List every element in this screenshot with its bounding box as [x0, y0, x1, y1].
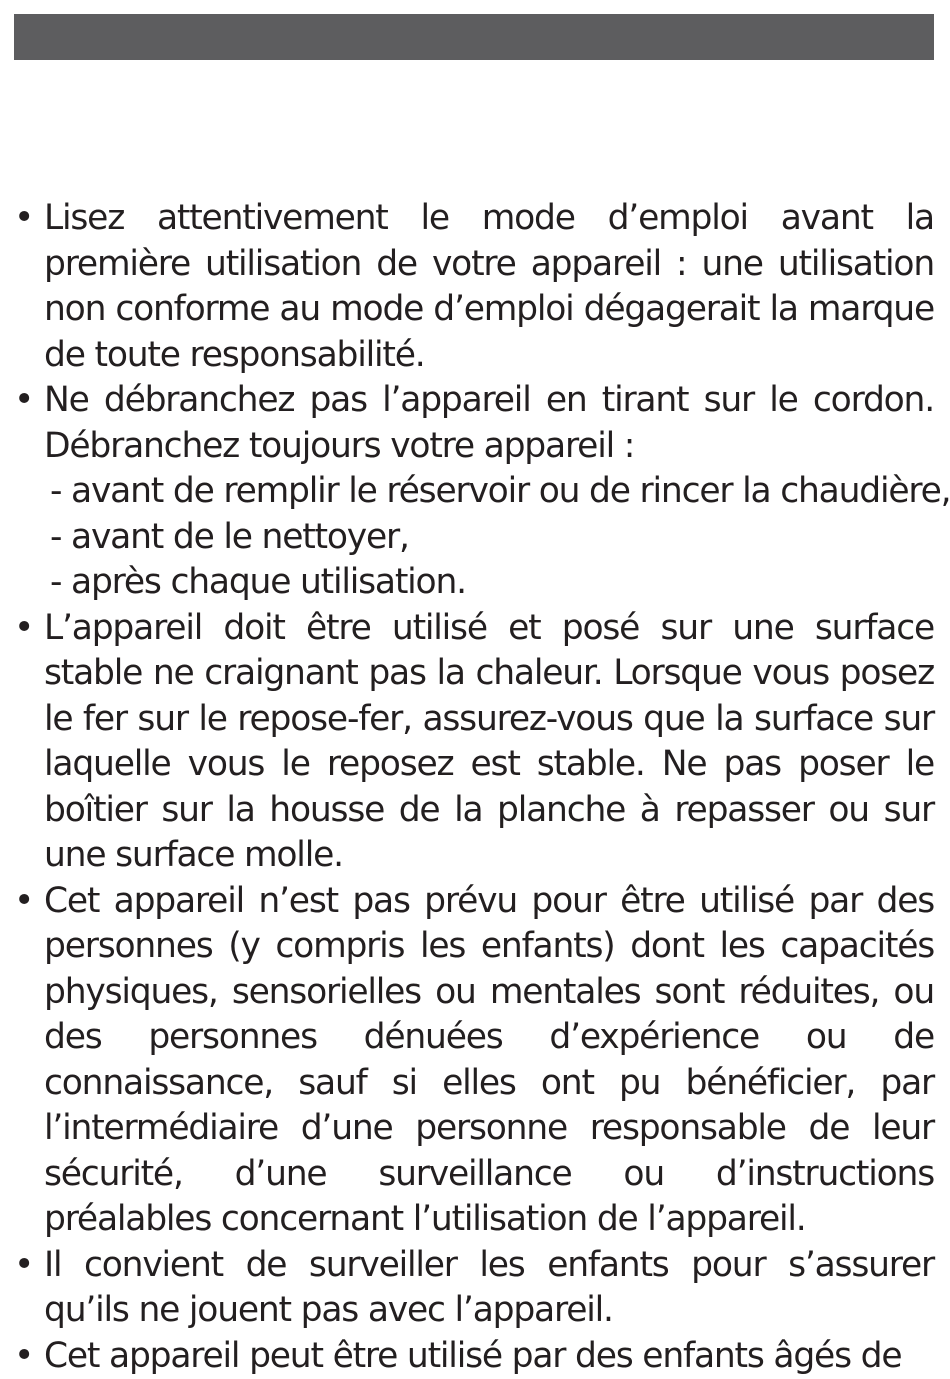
- item-text: Cet appareil peut être utilisé par des enfants âgés de: [44, 1334, 934, 1379]
- sub-item: - avant de le nettoyer,: [44, 515, 934, 561]
- safety-instructions: [14, 196, 934, 1379]
- list-item: [14, 1334, 934, 1379]
- bullet-icon: •: [14, 879, 44, 925]
- sub-item: - après chaque utilisation.: [44, 560, 934, 606]
- list-item: [14, 606, 934, 879]
- list-item: [14, 879, 934, 1243]
- item-text: Il convient de surveiller les enfants pour s’assurer qu’ils ne jouent pas avec l’appareil.: [44, 1243, 934, 1334]
- sub-item: - avant de remplir le réservoir ou de rincer la chaudière,: [44, 469, 934, 515]
- item-text: Cet appareil n’est pas prévu pour être utilisé par des personnes (y compris les enfants) dont les capacités physiques, sensorielles ou mentales sont réduites, ou des personnes dénuées d’expérience ou de connaissance, sauf si elles ont pu bénéficier, par l’intermédiaire d’une personne responsable de leur sécurité, d’une surveillance ou d’instructions préalables concernant l’utilisation de l’appareil.: [44, 879, 934, 1243]
- item-text: Lisez attentivement le mode d’emploi avant la première utilisation de votre appareil : une utilisation non conforme au mode d’emploi dégagerait la marque de toute responsabilité.: [44, 196, 934, 378]
- item-text: L’appareil doit être utilisé et posé sur une surface stable ne craignant pas la chaleur. Lorsque vous posez le fer sur le repose-fer, assurez-vous que la surface sur laquelle vous le reposez est stable. Ne pas poser le boîtier sur la housse de la planche à repasser ou sur une surface molle.: [44, 606, 934, 879]
- item-text: Ne débranchez pas l’appareil en tirant sur le cordon. Débranchez toujours votre appareil :: [44, 378, 934, 469]
- bullet-icon: •: [14, 606, 44, 652]
- bullet-icon: •: [14, 1243, 44, 1289]
- header-band: [14, 14, 934, 60]
- list-item: [14, 196, 934, 378]
- list-item: [14, 378, 934, 606]
- sub-list: [44, 469, 934, 606]
- list-item: [14, 1243, 934, 1334]
- bullet-icon: •: [14, 1334, 44, 1379]
- bullet-icon: •: [14, 196, 44, 242]
- bullet-icon: •: [14, 378, 44, 424]
